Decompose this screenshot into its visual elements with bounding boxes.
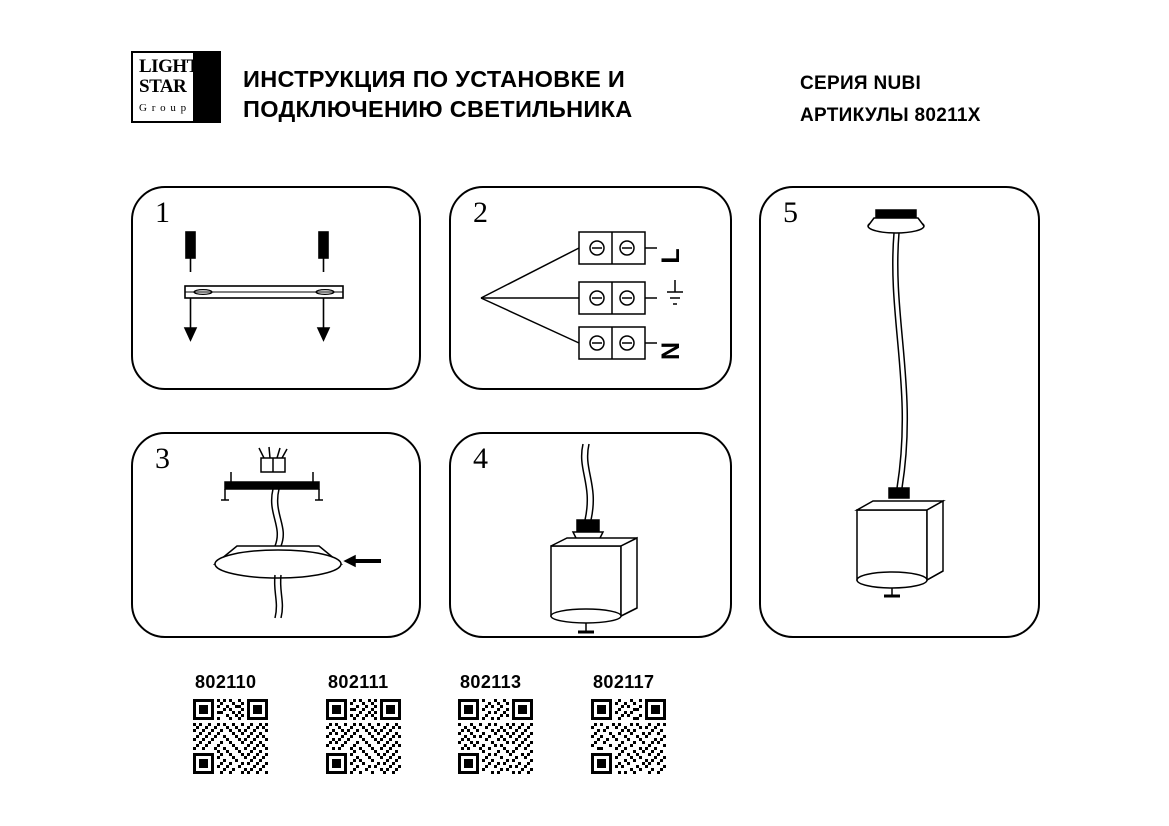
step-number-5: 5 (783, 196, 798, 229)
series-info (800, 68, 1100, 132)
lightstar-logo (131, 51, 221, 123)
qr-code-1[interactable] (326, 699, 401, 774)
qr-label-1: 802111 (328, 672, 389, 692)
logo-line-3: G r o u p (139, 102, 188, 114)
qr-item-802117 (591, 672, 726, 779)
step-panel-4 (449, 432, 732, 638)
qr-code-0[interactable] (193, 699, 268, 774)
step-panel-3 (131, 432, 421, 638)
step-number-2: 2 (473, 196, 488, 229)
logo-text (139, 57, 199, 118)
series-name: СЕРИЯ NUBI (800, 73, 922, 94)
qr-code-row (131, 672, 831, 792)
article-numbers: АРТИКУЛЫ 80211Х (800, 105, 981, 126)
title-line-1: ИНСТРУКЦИЯ ПО УСТАНОВКЕ И (243, 66, 626, 92)
qr-label-0: 802110 (195, 672, 257, 692)
step-4-diagram (451, 434, 734, 640)
qr-code-3[interactable] (591, 699, 666, 774)
document-header (0, 0, 1169, 160)
qr-item-802113 (458, 672, 593, 779)
page-title (243, 64, 673, 124)
step-number-1: 1 (155, 196, 170, 229)
logo-line-1: LIGHT (139, 56, 199, 77)
qr-item-802111 (326, 672, 461, 779)
qr-label-3: 802117 (593, 672, 655, 692)
qr-item-802110 (193, 672, 328, 779)
logo-line-2: STAR (139, 76, 187, 97)
step-3-diagram (133, 434, 423, 640)
step-number-4: 4 (473, 442, 488, 475)
step-panel-5 (759, 186, 1040, 638)
step-panel-1 (131, 186, 421, 390)
qr-label-2: 802113 (460, 672, 522, 692)
title-line-2: ПОДКЛЮЧЕНИЮ СВЕТИЛЬНИКА (243, 96, 633, 122)
step-1-diagram (133, 188, 423, 392)
qr-code-2[interactable] (458, 699, 533, 774)
step-number-3: 3 (155, 442, 170, 475)
step-5-diagram (761, 188, 1042, 640)
step-2-diagram (451, 188, 734, 392)
step-panel-2 (449, 186, 732, 390)
terminal-label-N: N (657, 341, 685, 361)
terminal-label-L: L (657, 248, 685, 264)
